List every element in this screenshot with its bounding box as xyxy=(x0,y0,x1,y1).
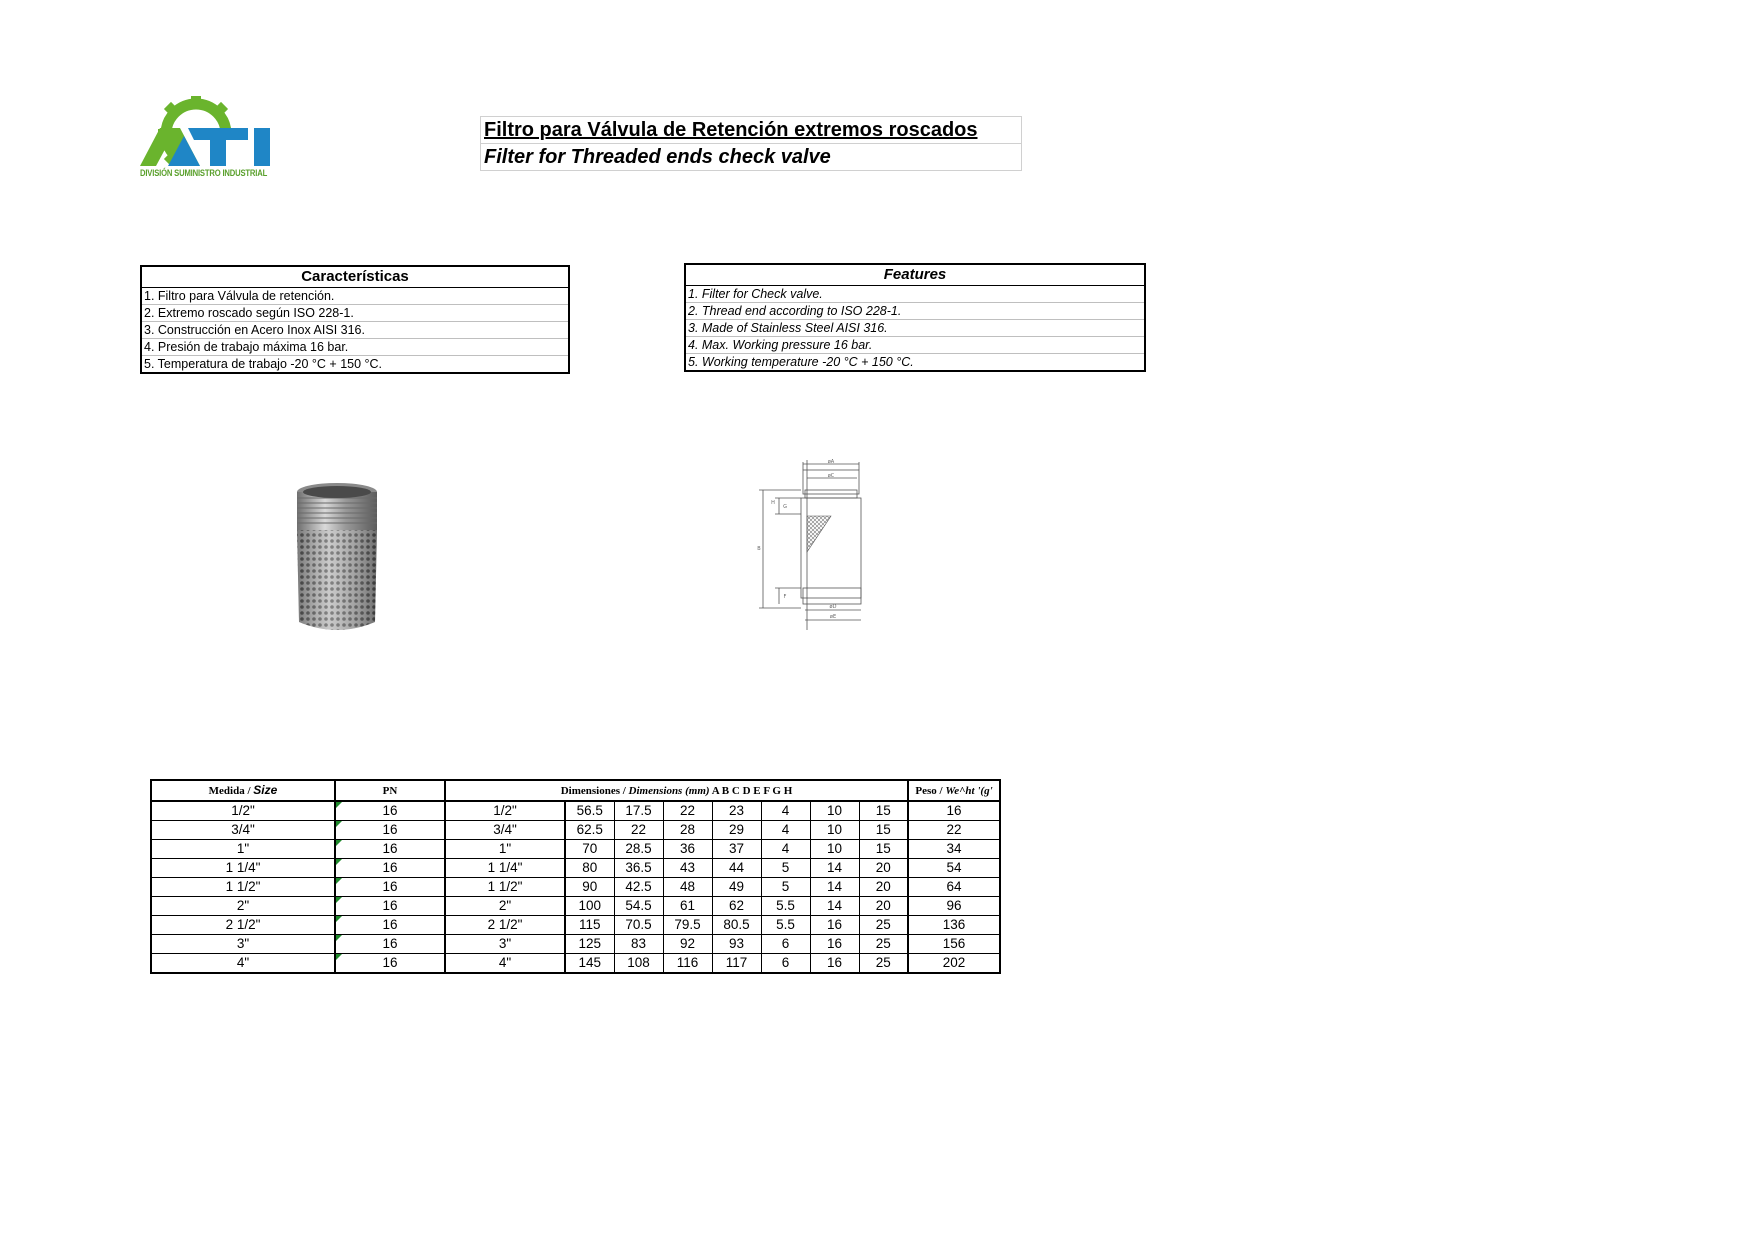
cell-e: 93 xyxy=(712,935,761,954)
feature-item: 5. Temperatura de trabajo -20 °C + 150 °C. xyxy=(144,357,383,371)
cell-weight: 16 xyxy=(908,801,1000,821)
cell-f: 5.5 xyxy=(761,916,810,935)
cell-weight: 202 xyxy=(908,954,1000,974)
dimensions-table xyxy=(150,779,1001,974)
cell-c: 54.5 xyxy=(614,897,663,916)
table-row xyxy=(151,897,1000,916)
drawing-label-h: H xyxy=(771,500,775,506)
cell-h: 20 xyxy=(859,859,908,878)
cell-e: 49 xyxy=(712,878,761,897)
drawing-label-d: øD xyxy=(829,604,837,610)
cell-c: 108 xyxy=(614,954,663,974)
cell-f: 4 xyxy=(761,821,810,840)
cell-c: 17.5 xyxy=(614,801,663,821)
table-row xyxy=(151,840,1000,859)
cell-g: 14 xyxy=(810,878,859,897)
cell-weight: 156 xyxy=(908,935,1000,954)
cell-g: 14 xyxy=(810,897,859,916)
cell-g: 16 xyxy=(810,935,859,954)
cell-pn: 16 xyxy=(335,954,445,974)
cell-c: 28.5 xyxy=(614,840,663,859)
cell-c: 22 xyxy=(614,821,663,840)
cell-c: 70.5 xyxy=(614,916,663,935)
header-weight: Peso / We^ht '(g' xyxy=(908,780,1000,801)
cell-b: 90 xyxy=(565,878,614,897)
cell-h: 20 xyxy=(859,897,908,916)
cell-a: 1 1/2" xyxy=(445,878,565,897)
cell-d: 92 xyxy=(663,935,712,954)
cell-b: 145 xyxy=(565,954,614,974)
cell-weight: 64 xyxy=(908,878,1000,897)
table-row xyxy=(151,878,1000,897)
cell-e: 37 xyxy=(712,840,761,859)
drawing-label-g: G xyxy=(783,504,787,510)
features-english-table xyxy=(684,263,1146,372)
cell-size: 2 1/2" xyxy=(151,916,335,935)
cell-d: 43 xyxy=(663,859,712,878)
cell-a: 3" xyxy=(445,935,565,954)
cell-e: 80.5 xyxy=(712,916,761,935)
table-row xyxy=(151,859,1000,878)
cell-pn: 16 xyxy=(335,897,445,916)
cell-c: 83 xyxy=(614,935,663,954)
cell-a: 4" xyxy=(445,954,565,974)
cell-a: 1" xyxy=(445,840,565,859)
table-row xyxy=(151,935,1000,954)
cell-size: 2" xyxy=(151,897,335,916)
cell-pn: 16 xyxy=(335,801,445,821)
title-spanish: Filtro para Válvula de Retención extremos roscados xyxy=(484,119,978,141)
header-pn: PN xyxy=(335,780,445,801)
cell-g: 10 xyxy=(810,821,859,840)
drawing-label-e: øE xyxy=(829,614,837,620)
feature-item: 4. Presión de trabajo máxima 16 bar. xyxy=(142,339,568,356)
cell-g: 14 xyxy=(810,859,859,878)
cell-weight: 96 xyxy=(908,897,1000,916)
cell-e: 29 xyxy=(712,821,761,840)
cell-e: 23 xyxy=(712,801,761,821)
cell-b: 115 xyxy=(565,916,614,935)
cell-g: 10 xyxy=(810,801,859,821)
feature-item: 2. Extremo roscado según ISO 228-1. xyxy=(142,305,568,322)
drawing-label-a: øA xyxy=(827,459,835,465)
cell-size: 1/2" xyxy=(151,801,335,821)
cell-g: 10 xyxy=(810,840,859,859)
cell-size: 1" xyxy=(151,840,335,859)
feature-item: 5. Working temperature -20 °C + 150 °C. xyxy=(688,355,914,369)
cell-g: 16 xyxy=(810,916,859,935)
cell-c: 36.5 xyxy=(614,859,663,878)
features-english-heading: Features xyxy=(686,265,1144,286)
cell-weight: 34 xyxy=(908,840,1000,859)
cell-b: 80 xyxy=(565,859,614,878)
cell-d: 61 xyxy=(663,897,712,916)
cell-f: 5 xyxy=(761,859,810,878)
cell-pn: 16 xyxy=(335,935,445,954)
cell-weight: 136 xyxy=(908,916,1000,935)
cell-d: 36 xyxy=(663,840,712,859)
cell-size: 1 1/4" xyxy=(151,859,335,878)
logo-subtitle: DIVISIÓN SUMINISTRO INDUSTRIAL xyxy=(140,168,268,178)
header-size: Medida / Size xyxy=(151,780,335,801)
feature-item: 3. Construcción en Acero Inox AISI 316. xyxy=(142,322,568,339)
cell-f: 6 xyxy=(761,935,810,954)
cell-h: 25 xyxy=(859,916,908,935)
features-spanish-table xyxy=(140,265,570,374)
cell-size: 3" xyxy=(151,935,335,954)
cell-d: 28 xyxy=(663,821,712,840)
table-row xyxy=(151,954,1000,974)
feature-item: 3. Made of Stainless Steel AISI 316. xyxy=(686,320,1144,337)
cell-d: 22 xyxy=(663,801,712,821)
cell-a: 2 1/2" xyxy=(445,916,565,935)
features-spanish-heading: Características xyxy=(142,267,568,288)
cell-a: 3/4" xyxy=(445,821,565,840)
cell-pn: 16 xyxy=(335,840,445,859)
title-block xyxy=(480,116,1022,171)
cell-d: 116 xyxy=(663,954,712,974)
cell-pn: 16 xyxy=(335,916,445,935)
cell-size: 4" xyxy=(151,954,335,974)
cell-c: 42.5 xyxy=(614,878,663,897)
cell-d: 48 xyxy=(663,878,712,897)
cell-weight: 22 xyxy=(908,821,1000,840)
cell-f: 4 xyxy=(761,801,810,821)
cell-h: 20 xyxy=(859,878,908,897)
feature-item: 2. Thread end according to ISO 228-1. xyxy=(686,303,1144,320)
cell-h: 25 xyxy=(859,954,908,974)
feature-item: 1. Filtro para Válvula de retención. xyxy=(142,288,568,305)
cell-e: 44 xyxy=(712,859,761,878)
table-row xyxy=(151,821,1000,840)
cell-b: 100 xyxy=(565,897,614,916)
cell-h: 15 xyxy=(859,840,908,859)
cell-f: 6 xyxy=(761,954,810,974)
technical-drawing xyxy=(745,458,875,633)
cell-d: 79.5 xyxy=(663,916,712,935)
cell-size: 1 1/2" xyxy=(151,878,335,897)
cell-e: 62 xyxy=(712,897,761,916)
feature-item: 4. Max. Working pressure 16 bar. xyxy=(686,337,1144,354)
table-row xyxy=(151,916,1000,935)
cell-pn: 16 xyxy=(335,878,445,897)
product-photo xyxy=(275,472,405,647)
cell-size: 3/4" xyxy=(151,821,335,840)
cell-f: 4 xyxy=(761,840,810,859)
cell-a: 1/2" xyxy=(445,801,565,821)
cell-f: 5 xyxy=(761,878,810,897)
header-dimensions: Dimensiones / Dimensions (mm) A B C D E F G H xyxy=(445,780,908,801)
drawing-label-c: øC xyxy=(827,473,835,479)
cell-b: 56.5 xyxy=(565,801,614,821)
cell-f: 5.5 xyxy=(761,897,810,916)
cell-b: 125 xyxy=(565,935,614,954)
cell-g: 16 xyxy=(810,954,859,974)
cell-pn: 16 xyxy=(335,859,445,878)
drawing-label-b: B xyxy=(757,546,761,552)
cell-a: 2" xyxy=(445,897,565,916)
table-row xyxy=(151,801,1000,821)
cell-h: 25 xyxy=(859,935,908,954)
cell-a: 1 1/4" xyxy=(445,859,565,878)
title-english: Filter for Threaded ends check valve xyxy=(481,143,1021,170)
cell-b: 62.5 xyxy=(565,821,614,840)
cell-e: 117 xyxy=(712,954,761,974)
cell-b: 70 xyxy=(565,840,614,859)
cell-weight: 54 xyxy=(908,859,1000,878)
cell-pn: 16 xyxy=(335,821,445,840)
feature-item: 1. Filter for Check valve. xyxy=(686,286,1144,303)
cell-h: 15 xyxy=(859,821,908,840)
drawing-label-f: F xyxy=(783,594,787,600)
cell-h: 15 xyxy=(859,801,908,821)
